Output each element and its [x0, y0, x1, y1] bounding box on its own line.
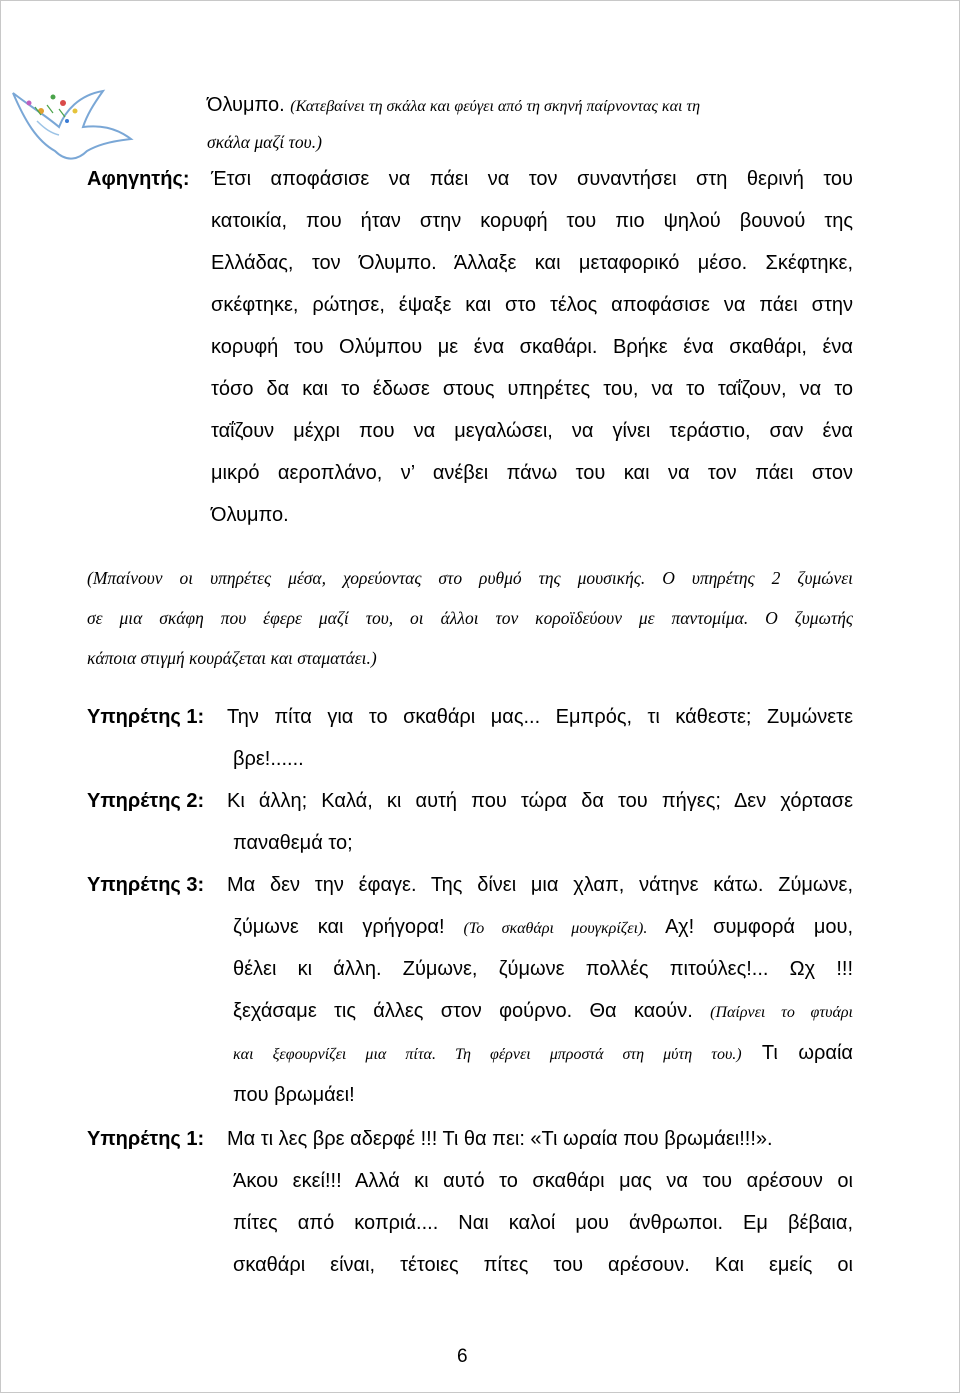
stage-direction-text: (Το σκαθάρι μουγκρίζει).	[463, 920, 648, 937]
stage-direction-text: (Παίρνει το φτυάρι	[710, 1004, 854, 1021]
dove-logo-icon	[7, 81, 137, 171]
stage-direction-text: (Κατεβαίνει τη σκάλα και φεύγει από τη σκηνή παίρνοντας και τη	[290, 98, 701, 115]
stage-direction-text: σκάλα μαζί του.)	[207, 132, 322, 152]
dialogue-text: ξεχάσαμε τις άλλες στον φούρνο. Θα καούν.	[233, 1000, 693, 1022]
dialogue-line: κορυφή του Ολύμπου με ένα σκαθάρι. Βρήκε ένα σκαθάρι, ένα	[211, 336, 853, 358]
speaker-label-servant-1: Υπηρέτης 1:	[87, 1128, 205, 1150]
dialogue-line: βρε!......	[233, 748, 304, 770]
dialogue-line: κατοικία, που ήταν στην κορυφή του πιο ψηλού βουνού της	[211, 210, 853, 232]
stage-direction-text: σε μια σκάφη που έφερε μαζί του, οι άλλοι τον κοροϊδεύουν με παντομίμα. Ο ζυμωτής	[87, 608, 853, 628]
intro-word: Όλυμπο.	[207, 94, 285, 116]
dialogue-line: πίτες από κοπριά.... Ναι καλοί μου άνθρωποι. Εμ βέβαια,	[233, 1212, 853, 1234]
dialogue-line	[233, 1039, 853, 1069]
stage-direction-text: κάποια στιγμή κουράζεται και σταματάει.)	[87, 648, 377, 668]
dialogue-line: σκαθάρι είναι, τέτοιες πίτες του αρέσουν. Και εμείς οι	[233, 1254, 853, 1276]
dialogue-line: Μα τι λες βρε αδερφέ !!! Τι θα πει: «Τι ωραία που βρωμάει!!!».	[227, 1128, 773, 1150]
stage-direction-text: και ξεφουρνίζει μια πίτα. Τη φέρνει μπροστά στη μύτη του.)	[233, 1046, 742, 1063]
dialogue-text: Τι ωραία	[761, 1042, 853, 1064]
dialogue-line: τόσο δα και το έδωσε στους υπηρέτες του, να το ταΐζουν, να το	[211, 378, 853, 400]
dialogue-line: μικρό αεροπλάνο, ν’ ανέβει πάνω του και να τον πάει στον	[211, 462, 853, 484]
dialogue-line: Μα δεν την έφαγε. Της δίνει μια χλαπ, νάτηνε κάτω. Ζύμωνε,	[227, 874, 853, 896]
dialogue-text: ζύμωνε και γρήγορα!	[233, 916, 445, 938]
page-number: 6	[457, 1346, 468, 1367]
dialogue-line	[233, 913, 853, 943]
dialogue-line: Όλυμπο.	[211, 504, 289, 526]
dialogue-line: Την πίτα για το σκαθάρι μας... Εμπρός, τι κάθεστε; Ζυμώνετε	[227, 706, 853, 728]
stage-direction-text: (Μπαίνουν οι υπηρέτες μέσα, χορεύοντας στο ρυθμό της μουσικής. Ο υπηρέτης 2 ζυμώνει	[87, 568, 853, 588]
dialogue-line: που βρωμάει!	[233, 1084, 355, 1106]
speaker-label-servant-1: Υπηρέτης 1:	[87, 706, 205, 728]
speaker-label-servant-2: Υπηρέτης 2:	[87, 790, 205, 812]
dialogue-line: Ελλάδας, τον Όλυμπο. Άλλαξε και μεταφορικό μέσο. Σκέφτηκε,	[211, 252, 853, 274]
dialogue-line: Έτσι αποφάσισε να πάει να τον συναντήσει στη θερινή του	[211, 168, 853, 190]
dialogue-line: σκέφτηκε, ρώτησε, έψαξε και στο τέλος αποφάσισε να πάει στην	[211, 294, 853, 316]
dialogue-line	[233, 997, 853, 1027]
dialogue-line: ταΐζουν μέχρι που να μεγαλώσει, να γίνει τεράστιο, σαν ένα	[211, 420, 853, 442]
dialogue-line: παναθεμά το;	[233, 832, 353, 854]
dialogue-text: Αχ! συμφορά μου,	[665, 916, 853, 938]
speaker-label-servant-3: Υπηρέτης 3:	[87, 874, 205, 896]
dialogue-line: Κι άλλη; Καλά, κι αυτή που τώρα δα του πήγες; Δεν χόρτασε	[227, 790, 853, 812]
dialogue-line: θέλει κι άλλη. Ζύμωνε, ζύμωνε πολλές πιτούλες!... Ωχ !!!	[233, 958, 853, 980]
speaker-label-narrator: Αφηγητής:	[87, 168, 190, 190]
dialogue-line: Άκου εκεί!!! Αλλά κι αυτό το σκαθάρι μας να του αρέσουν οι	[233, 1170, 853, 1192]
